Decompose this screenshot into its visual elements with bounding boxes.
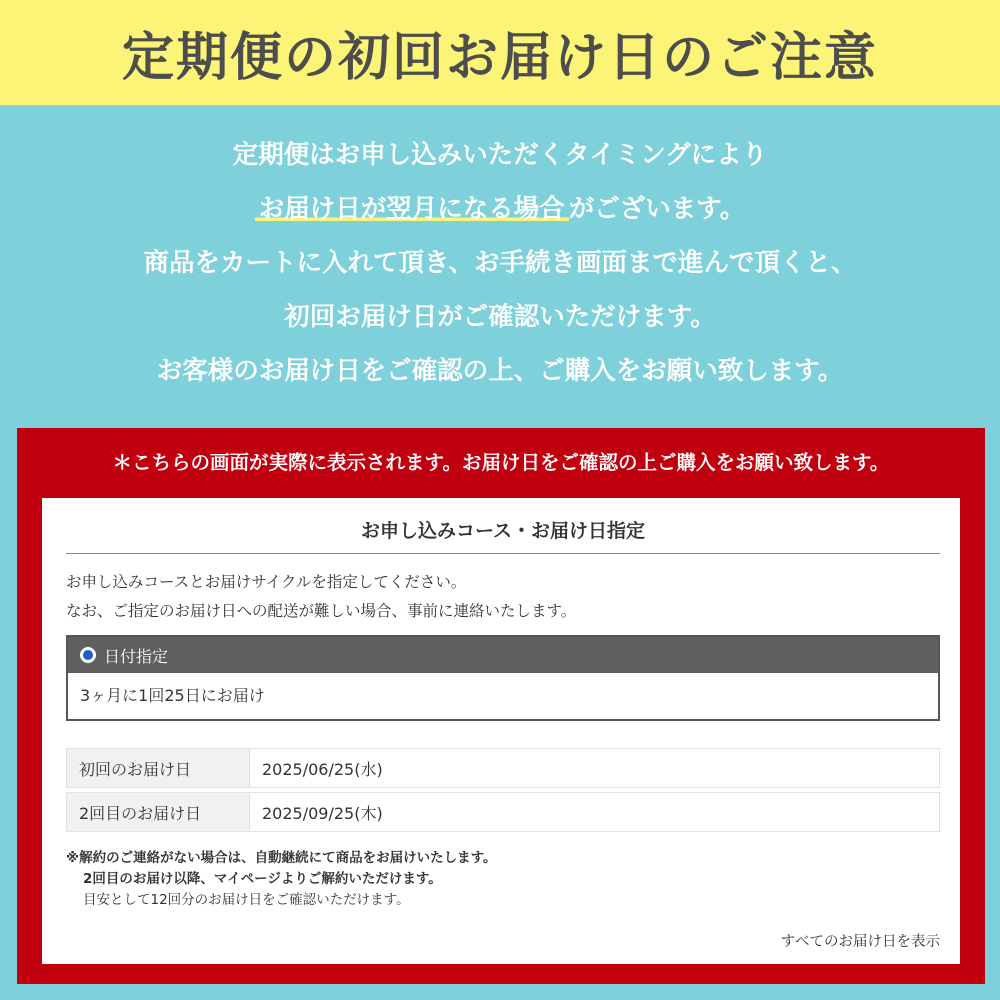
table-row	[67, 749, 940, 788]
title-banner	[0, 0, 1000, 105]
notes	[66, 848, 497, 911]
first-delivery-label: 初回のお届け日	[67, 749, 250, 788]
show-all-dates-link[interactable]: すべてのお届け日を表示	[780, 934, 940, 950]
note-line-1: ※解約のご連絡がない場合は、自動継続にて商品をお届けいたします。	[66, 850, 497, 866]
card-title: お申し込みコース・お届け日指定	[66, 516, 940, 554]
intro-highlight: お届け日が翌月になる場合	[255, 194, 569, 224]
course-card	[42, 498, 960, 964]
table-row	[67, 793, 940, 832]
radio-selected-dot	[83, 650, 93, 660]
course-option-label: 日付指定	[104, 646, 169, 666]
course-option-detail: 3ヶ月に1回25日にお届け	[80, 686, 265, 705]
intro-line-5: お客様のお届け日をご確認の上、ご購入をお願い致します。	[156, 356, 844, 386]
second-delivery-value: 2025/09/25(木)	[250, 793, 940, 832]
card-description-1: お申し込みコースとお届けサイクルを指定してください。	[66, 573, 467, 591]
second-delivery-label: 2回目のお届け日	[67, 793, 250, 832]
note-line-2: 2回目のお届け以降、マイページよりご解約いただけます。	[83, 871, 442, 887]
course-option[interactable]	[66, 635, 940, 721]
example-panel	[17, 428, 985, 984]
page-title: 定期便の初回お届け日のご注意	[121, 28, 878, 88]
intro-line-2-rest: がございます。	[568, 194, 746, 224]
radio-button[interactable]	[80, 647, 96, 663]
panel-note: ＊こちらの画面が実際に表示されます。お届け日をご確認の上ご購入をお願い致します。	[112, 451, 890, 474]
note-line-3: 目安として12回分のお届け日をご確認いただけます。	[83, 892, 410, 908]
intro-line-3: 商品をカートに入れて頂き、お手続き画面まで進んで頂くと、	[143, 248, 857, 278]
intro-text	[0, 128, 1000, 398]
course-option-header[interactable]	[68, 637, 938, 673]
intro-line-1: 定期便はお申し込みいただくタイミングにより	[232, 140, 768, 170]
delivery-date-table	[66, 748, 940, 832]
first-delivery-value: 2025/06/25(水)	[250, 749, 940, 788]
intro-line-2	[0, 182, 1000, 236]
intro-line-4: 初回お届け日がご確認いただけます。	[284, 302, 716, 332]
card-description-2: なお、ご指定のお届け日への配送が難しい場合、事前に連絡いたします。	[66, 602, 577, 620]
